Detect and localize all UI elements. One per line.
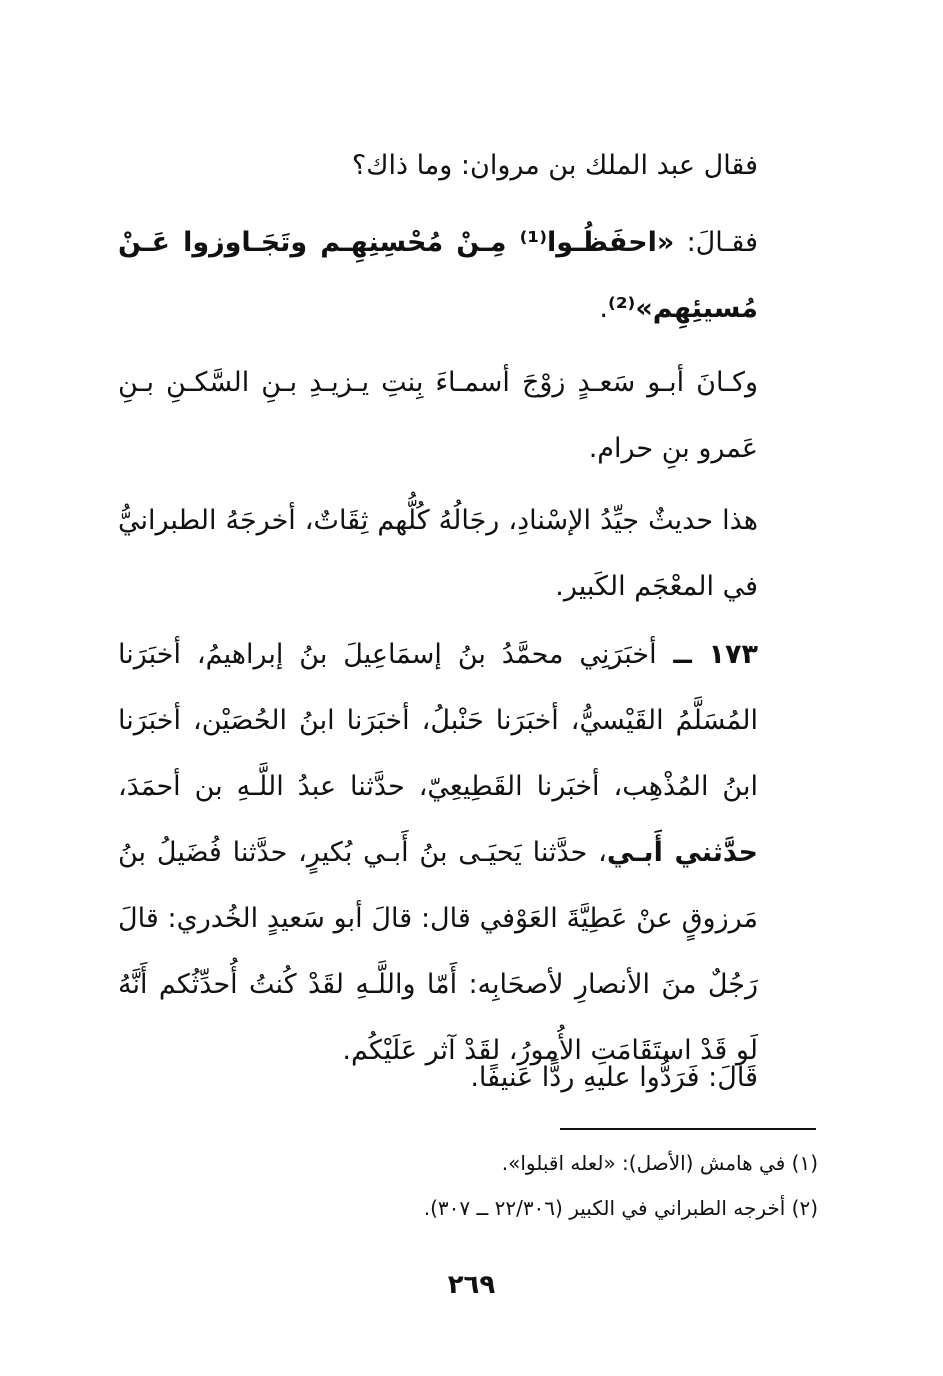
page-number: ٢٦٩	[447, 1270, 496, 1300]
paragraph-5-text: أخبَرَنِي محمَّدُ بنُ إسمَاعِيلَ بنُ إبراهيمُ، أخبَرَنا المُسَلَّمُ القَيْسيُّ، أخبَرَنا حَنْبلُ، أخبَرَنا ابنُ الحُصَيْن، أخبَرَنا ابنُ المُذْهِب، أخبَرنا القَطِيعِيّ، حدَّثنا عبدُ اللَّـهِ بن أحمَدَ،	[118, 639, 758, 802]
paragraph-5-bold: حدَّثني أَبـي	[606, 837, 758, 868]
paragraph-1: فقال عبد الملك بن مروان: وما ذاك؟	[351, 150, 758, 181]
paragraph-5-rest: ، حدَّثنا يَحيَـى بنُ أَبـي بُكيرٍ، حدَّثنا فُضَيلُ بنُ مَرزوقٍ عنْ عَطِيَّةَ العَوْفي قال: قالَ أبو سَعيدٍ الخُدري: قالَ رَجُلٌ منَ الأنصارِ لأصحَابِه: أَمّا واللَّـهِ لقَدْ كُنتُ أُحدِّثُكم أَنَّهُ لَو قَدْ استَقَامَتِ الأُمورُ، لقَدْ آثر عَلَيْكُم.	[118, 837, 758, 1066]
paragraph-6: قَالَ: فَرَدُّوا عليهِ ردًّا عَنيفًا.	[470, 1062, 758, 1093]
footnote-1: (١) في هامش (الأصل): «لعله اقبلوا».	[501, 1151, 818, 1175]
paragraph-3: وكـانَ أبـو سَعـدٍ زوْجَ أسمـاءَ بِنتِ يـزيـدِ بـنِ السَّكـنِ بـنِ عَمرو بنِ حرام.	[118, 367, 758, 464]
paragraph-2-prefix: فقـالَ:	[674, 227, 758, 258]
paragraph-4: هذا حديثٌ جيِّدُ الإسْنادِ، رجَالُهُ كُلُّهم ثِقَاتٌ، أخرجَهُ الطبرانيُّ في المعْجَم الكَبير.	[118, 505, 758, 602]
hadith-number: ١٧٣ ــ	[656, 639, 758, 670]
paragraph-5	[118, 622, 758, 1084]
footnote-divider	[560, 1128, 816, 1130]
paragraph-2-quote: «احفَظُـوا⁽¹⁾ مِـنْ مُحْسِنِهِـم وتَجَـاوزوا عَـنْ مُسيئِهِم»⁽²⁾	[118, 227, 758, 324]
paragraph-2-suffix: .	[599, 293, 608, 324]
paragraph-2	[118, 210, 758, 342]
footnote-2: (٢) أخرجه الطبراني في الكبير (٢٢/٣٠٦ ــ ٣٠٧).	[423, 1196, 818, 1220]
